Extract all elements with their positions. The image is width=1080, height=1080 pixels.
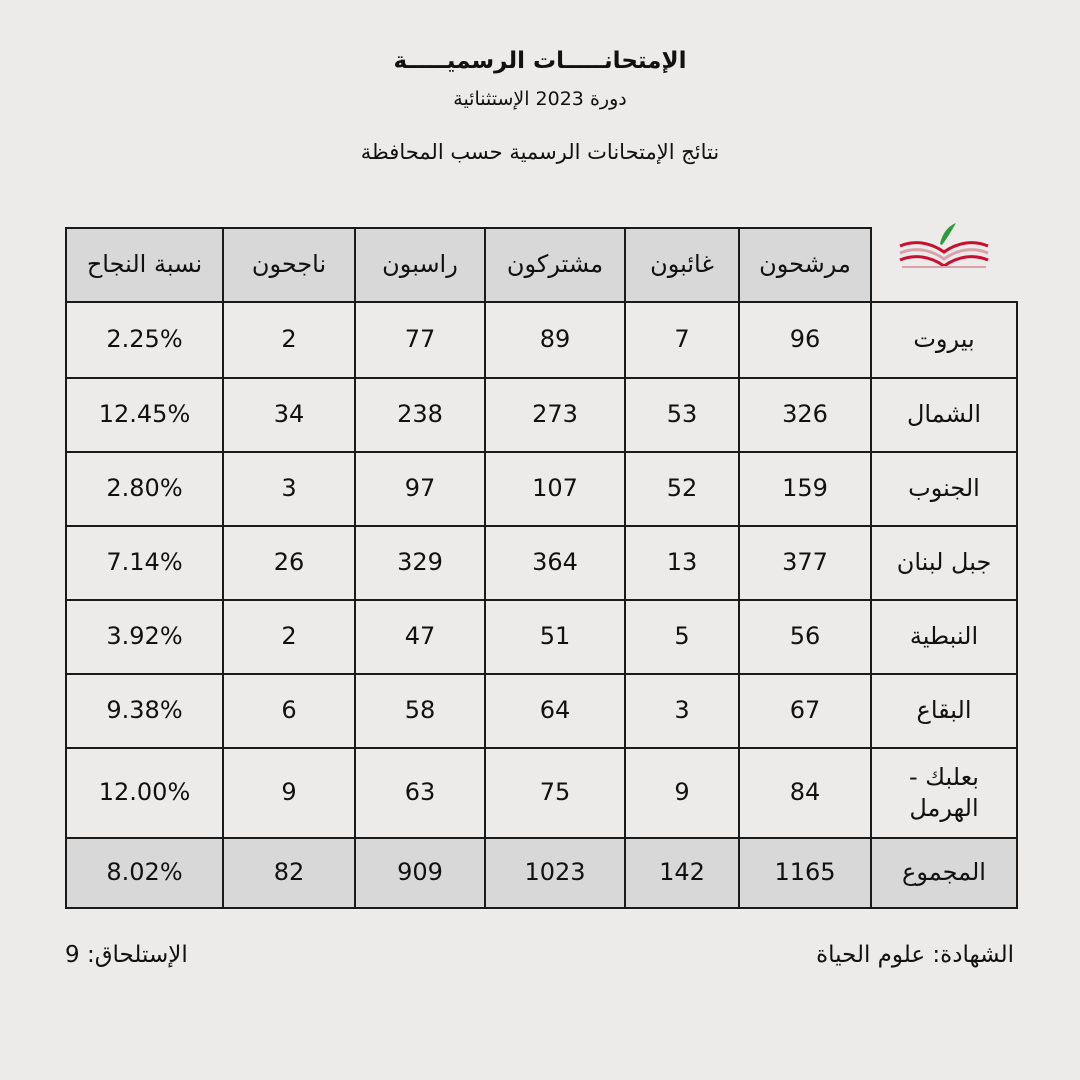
table-cell: 26 xyxy=(223,526,355,600)
region-cell: البقاع xyxy=(871,674,1017,748)
table-cell: 12.00% xyxy=(66,748,223,838)
results-table xyxy=(65,227,1018,909)
table-cell: 58 xyxy=(355,674,485,748)
table-cell: 64 xyxy=(485,674,625,748)
table-cell: 52 xyxy=(625,452,739,526)
table-row xyxy=(66,600,1017,674)
region-cell: بعلبك - الهرمل xyxy=(871,748,1017,838)
table-cell: 273 xyxy=(485,378,625,452)
table-cell: 9 xyxy=(223,748,355,838)
table-cell: 142 xyxy=(625,838,739,908)
exam-session: دورة 2023 الإستثنائية xyxy=(453,88,627,110)
table-cell: 1023 xyxy=(485,838,625,908)
table-cell: 96 xyxy=(739,302,871,378)
table-cell: 84 xyxy=(739,748,871,838)
region-cell: جبل لبنان xyxy=(871,526,1017,600)
table-cell: 107 xyxy=(485,452,625,526)
page-subtitle: نتائج الإمتحانات الرسمية حسب المحافظة xyxy=(360,140,720,164)
empty-header-cell xyxy=(871,228,1017,302)
column-header: مشتركون xyxy=(485,228,625,302)
total-row xyxy=(66,838,1017,908)
table-row xyxy=(66,302,1017,378)
table-cell: 6 xyxy=(223,674,355,748)
table-cell: 77 xyxy=(355,302,485,378)
table-row xyxy=(66,526,1017,600)
table-cell: 8.02% xyxy=(66,838,223,908)
table-header-row xyxy=(66,228,1017,302)
column-header: راسبون xyxy=(355,228,485,302)
table-cell: 364 xyxy=(485,526,625,600)
table-cell: 5 xyxy=(625,600,739,674)
table-cell: 75 xyxy=(485,748,625,838)
table-cell: 1165 xyxy=(739,838,871,908)
table-cell: 2 xyxy=(223,600,355,674)
table-cell: 63 xyxy=(355,748,485,838)
table-cell: 159 xyxy=(739,452,871,526)
table-cell: 34 xyxy=(223,378,355,452)
table-cell: 377 xyxy=(739,526,871,600)
table-cell: 12.45% xyxy=(66,378,223,452)
table-cell: 53 xyxy=(625,378,739,452)
region-cell: المجموع xyxy=(871,838,1017,908)
table-cell: 326 xyxy=(739,378,871,452)
table-cell: 51 xyxy=(485,600,625,674)
table-row xyxy=(66,452,1017,526)
table-cell: 67 xyxy=(739,674,871,748)
table-cell: 2.25% xyxy=(66,302,223,378)
table-cell: 3 xyxy=(223,452,355,526)
region-cell: الشمال xyxy=(871,378,1017,452)
table-cell: 89 xyxy=(485,302,625,378)
table-row xyxy=(66,378,1017,452)
table-cell: 238 xyxy=(355,378,485,452)
entitlement-label: الإستلحاق: 9 xyxy=(65,942,188,968)
column-header: مرشحون xyxy=(739,228,871,302)
table-cell: 7 xyxy=(625,302,739,378)
table-cell: 7.14% xyxy=(66,526,223,600)
table-cell: 56 xyxy=(739,600,871,674)
certificate-label: الشهادة: علوم الحياة xyxy=(816,942,1014,968)
column-header: ناجحون xyxy=(223,228,355,302)
page-title: الإمتحانـــــات الرسميـــــة xyxy=(393,48,687,74)
table-cell: 2 xyxy=(223,302,355,378)
table-cell: 13 xyxy=(625,526,739,600)
table-cell: 9.38% xyxy=(66,674,223,748)
table-cell: 3.92% xyxy=(66,600,223,674)
column-header: غائبون xyxy=(625,228,739,302)
table-cell: 9 xyxy=(625,748,739,838)
table-cell: 82 xyxy=(223,838,355,908)
table-cell: 909 xyxy=(355,838,485,908)
table-row xyxy=(66,748,1017,838)
table-cell: 329 xyxy=(355,526,485,600)
table-cell: 3 xyxy=(625,674,739,748)
table-row xyxy=(66,674,1017,748)
table-cell: 2.80% xyxy=(66,452,223,526)
region-cell: النبطية xyxy=(871,600,1017,674)
column-header: نسبة النجاح xyxy=(66,228,223,302)
region-cell: الجنوب xyxy=(871,452,1017,526)
region-cell: بيروت xyxy=(871,302,1017,378)
table-cell: 97 xyxy=(355,452,485,526)
table-cell: 47 xyxy=(355,600,485,674)
